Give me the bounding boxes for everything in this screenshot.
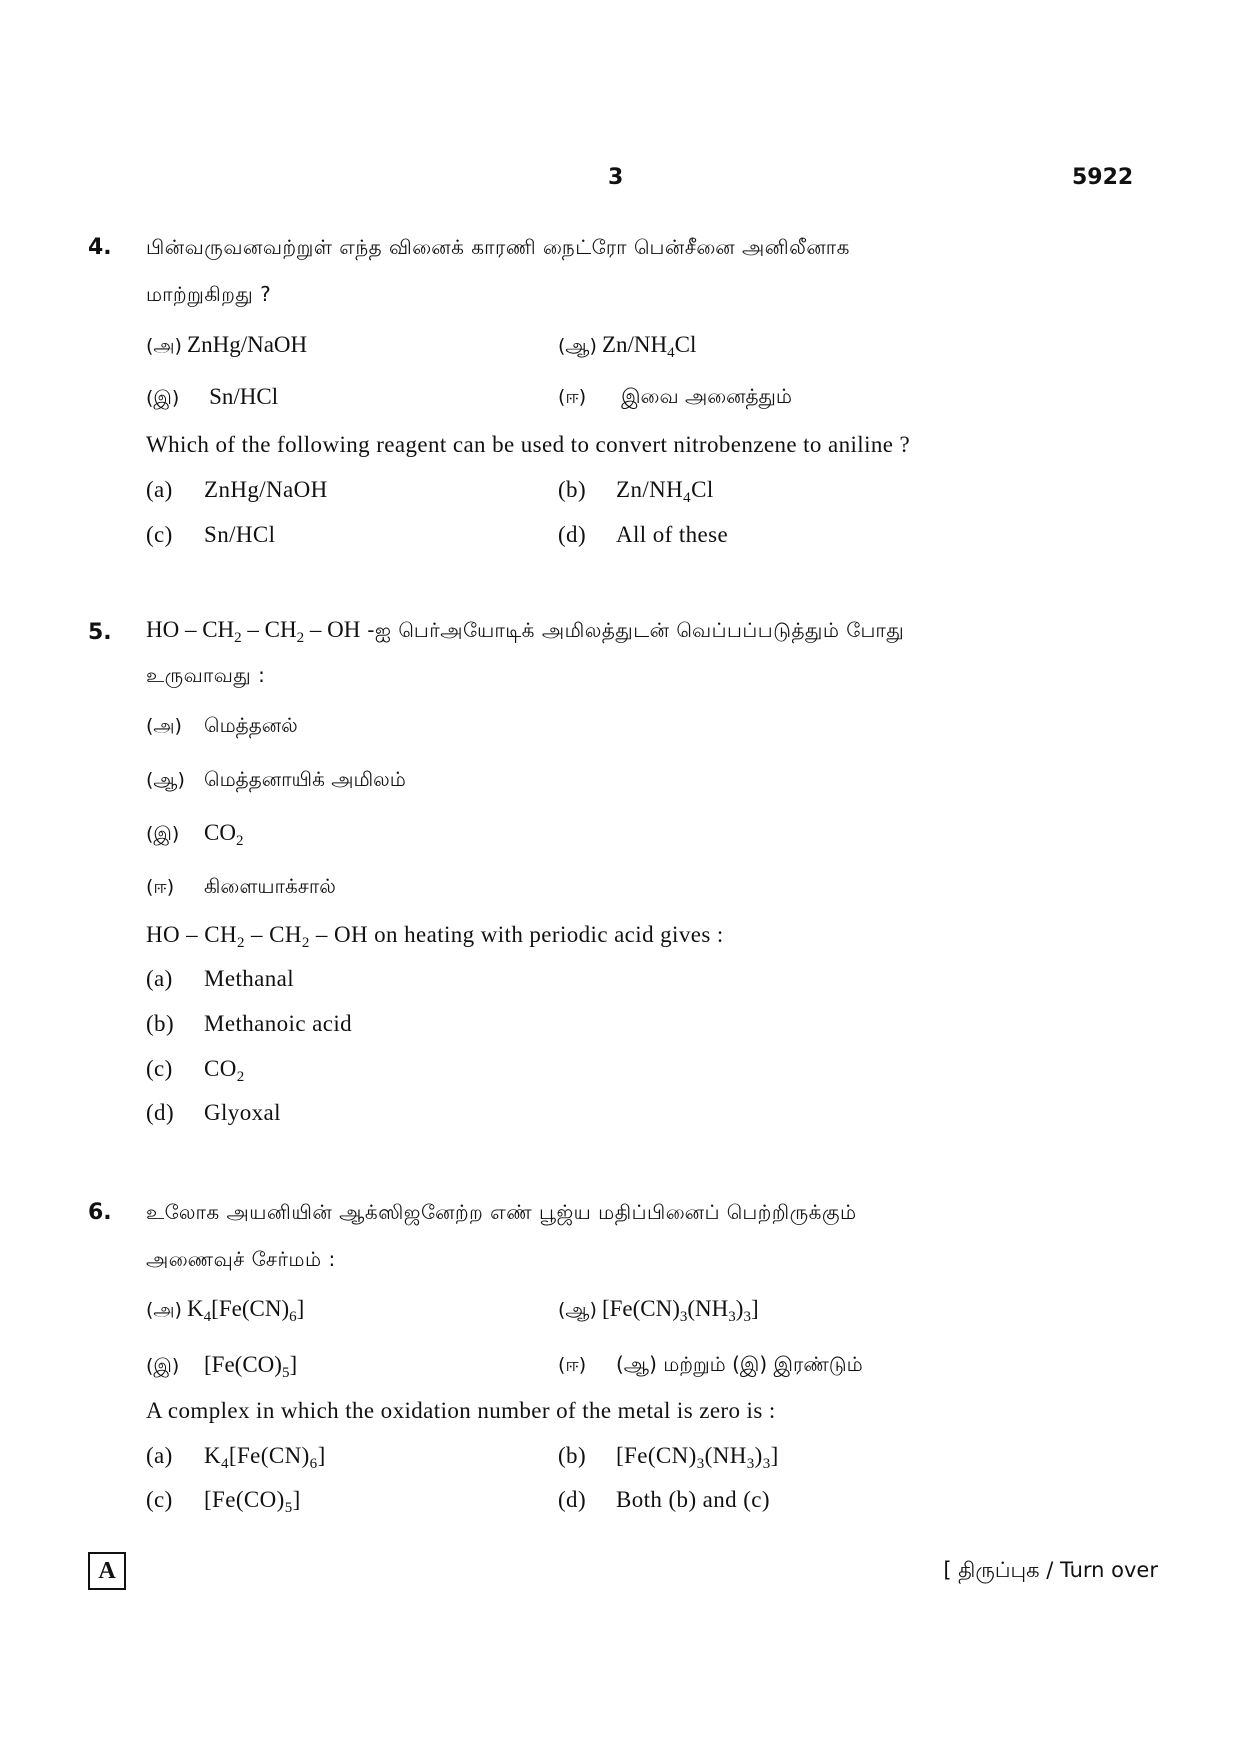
option-label: (ஆ) <box>558 335 597 357</box>
option-value: (ஆ) மற்றும் (இ) இரண்டும் <box>616 1352 863 1376</box>
option-english-c <box>146 522 275 548</box>
option-value: $CO_2$ <box>204 820 244 849</box>
option-english-d <box>558 522 728 548</box>
option-label: (அ) <box>146 335 182 357</box>
option-label: (b) <box>558 477 587 502</box>
page-number: 3 <box>608 165 624 190</box>
option-value: Glyoxal <box>204 1100 281 1125</box>
turn-over-note: [ திருப்புக / Turn over <box>943 1558 1158 1582</box>
question-text-tamil-cont: உருவாவது : <box>146 663 266 687</box>
option-label: (ஆ) <box>558 1299 597 1321</box>
option-tamil-d <box>146 874 336 901</box>
option-tamil-c <box>146 1352 297 1380</box>
option-label: (b) <box>146 1011 175 1036</box>
option-label: (d) <box>146 1100 175 1125</box>
option-value: Methanoic acid <box>204 1011 353 1036</box>
option-label: (ஈ) <box>558 1354 587 1376</box>
option-tamil-d <box>558 384 792 411</box>
option-value: இவை அனைத்தும் <box>621 384 792 408</box>
option-label: (இ) <box>146 387 180 409</box>
option-value: மெத்தனாயிக் அமிலம் <box>204 767 406 791</box>
option-label: (இ) <box>146 1355 180 1377</box>
option-english-c <box>146 1487 301 1516</box>
option-label: (இ) <box>146 823 180 845</box>
option-tamil-c <box>146 384 278 412</box>
option-label: (d) <box>558 1487 587 1512</box>
question-text-english: Which of the following reagent can be used to convert nitrobenzene to aniline ? <box>146 432 911 457</box>
chemical-formula: HO – $CH_2 - CH_2$ – OH <box>146 617 361 646</box>
set-letter-box: A <box>88 1552 126 1590</box>
question-number: 5. <box>88 620 112 645</box>
option-label: (c) <box>146 522 173 547</box>
option-tamil-a <box>146 713 298 740</box>
option-value: All of these <box>616 522 729 547</box>
option-english-b <box>146 1011 352 1037</box>
option-label: (ஈ) <box>146 876 175 898</box>
option-value: $Zn/NH_4Cl$ <box>601 332 697 361</box>
option-label: (a) <box>146 477 173 502</box>
option-label: (அ) <box>146 715 182 737</box>
option-value: $K_4[Fe(CN)_6]$ <box>187 1296 305 1325</box>
option-value: $[Fe(CO)_5]$ <box>204 1352 298 1381</box>
option-value: ZnHg/NaOH <box>187 332 308 357</box>
question-text-tamil-cont: அணைவுச் சேர்மம் : <box>146 1247 336 1271</box>
option-value: கிளையாக்சால் <box>204 874 336 898</box>
option-english-d <box>558 1487 770 1513</box>
option-value: $[Fe(CN)_3(NH_3)_3]$ <box>616 1443 779 1472</box>
option-tamil-b <box>558 1296 759 1324</box>
option-english-b <box>558 477 714 506</box>
option-value: $K_4[Fe(CN)_6]$ <box>204 1443 326 1472</box>
paper-code: 5922 <box>1072 165 1134 190</box>
option-tamil-b <box>558 332 696 360</box>
question-number: 4. <box>88 235 112 260</box>
option-label: (a) <box>146 966 173 991</box>
option-label: (c) <box>146 1487 173 1512</box>
question-text-tamil-cont: மாற்றுகிறது ? <box>146 282 272 306</box>
option-label: (அ) <box>146 1299 182 1321</box>
option-label: (c) <box>146 1056 173 1081</box>
option-english-c <box>146 1056 245 1085</box>
option-value: $[Fe(CN)_3(NH_3)_3]$ <box>601 1296 759 1325</box>
option-label: (d) <box>558 522 587 547</box>
option-tamil-b <box>146 767 406 794</box>
question-text-english: HO – $CH_2 - CH_2$ – OH on heating with periodic acid gives : <box>146 922 724 951</box>
option-label: (ஈ) <box>558 386 587 408</box>
option-tamil-c <box>146 820 243 848</box>
option-label: (b) <box>558 1443 587 1468</box>
chemical-formula: HO – $CH_2 - CH_2$ – OH <box>146 922 368 951</box>
option-value: மெத்தனல் <box>204 713 298 737</box>
option-value: ZnHg/NaOH <box>204 477 328 502</box>
question-number: 6. <box>88 1200 112 1225</box>
option-tamil-d <box>558 1352 863 1379</box>
option-tamil-a <box>146 1296 304 1324</box>
option-value: Sn/HCl <box>204 522 276 547</box>
question-text-english: A complex in which the oxidation number of the metal is zero is : <box>146 1398 776 1423</box>
option-english-d <box>146 1100 281 1126</box>
option-value: $CO_2$ <box>204 1056 245 1085</box>
option-value: $Zn/NH_4Cl$ <box>616 477 714 506</box>
option-label: (a) <box>146 1443 173 1468</box>
option-value: Sn/HCl <box>209 384 279 409</box>
option-value: $[Fe(CO)_5]$ <box>204 1487 301 1516</box>
option-label: (ஆ) <box>146 769 185 791</box>
option-english-b <box>558 1443 779 1472</box>
option-english-a <box>146 966 294 992</box>
option-tamil-a <box>146 332 307 360</box>
question-text-tamil: பின்வருவனவற்றுள் எந்த வினைக் காரணி நைட்ரோ பென்சீனை அனிலீனாக <box>146 235 850 259</box>
question-text-tamil: HO – $CH_2 - CH_2$ – OH -ஐ பெர்அயோடிக் அமிலத்துடன் வெப்பப்படுத்தும் போது <box>146 617 905 646</box>
option-value: Both (b) and (c) <box>616 1487 770 1512</box>
option-value: Methanal <box>204 966 295 991</box>
question-text-tamil: உலோக அயனியின் ஆக்ஸிஜனேற்ற எண் பூஜ்ய மதிப்பினைப் பெற்றிருக்கும் <box>146 1200 857 1224</box>
option-english-a <box>146 1443 326 1472</box>
option-english-a <box>146 477 328 503</box>
